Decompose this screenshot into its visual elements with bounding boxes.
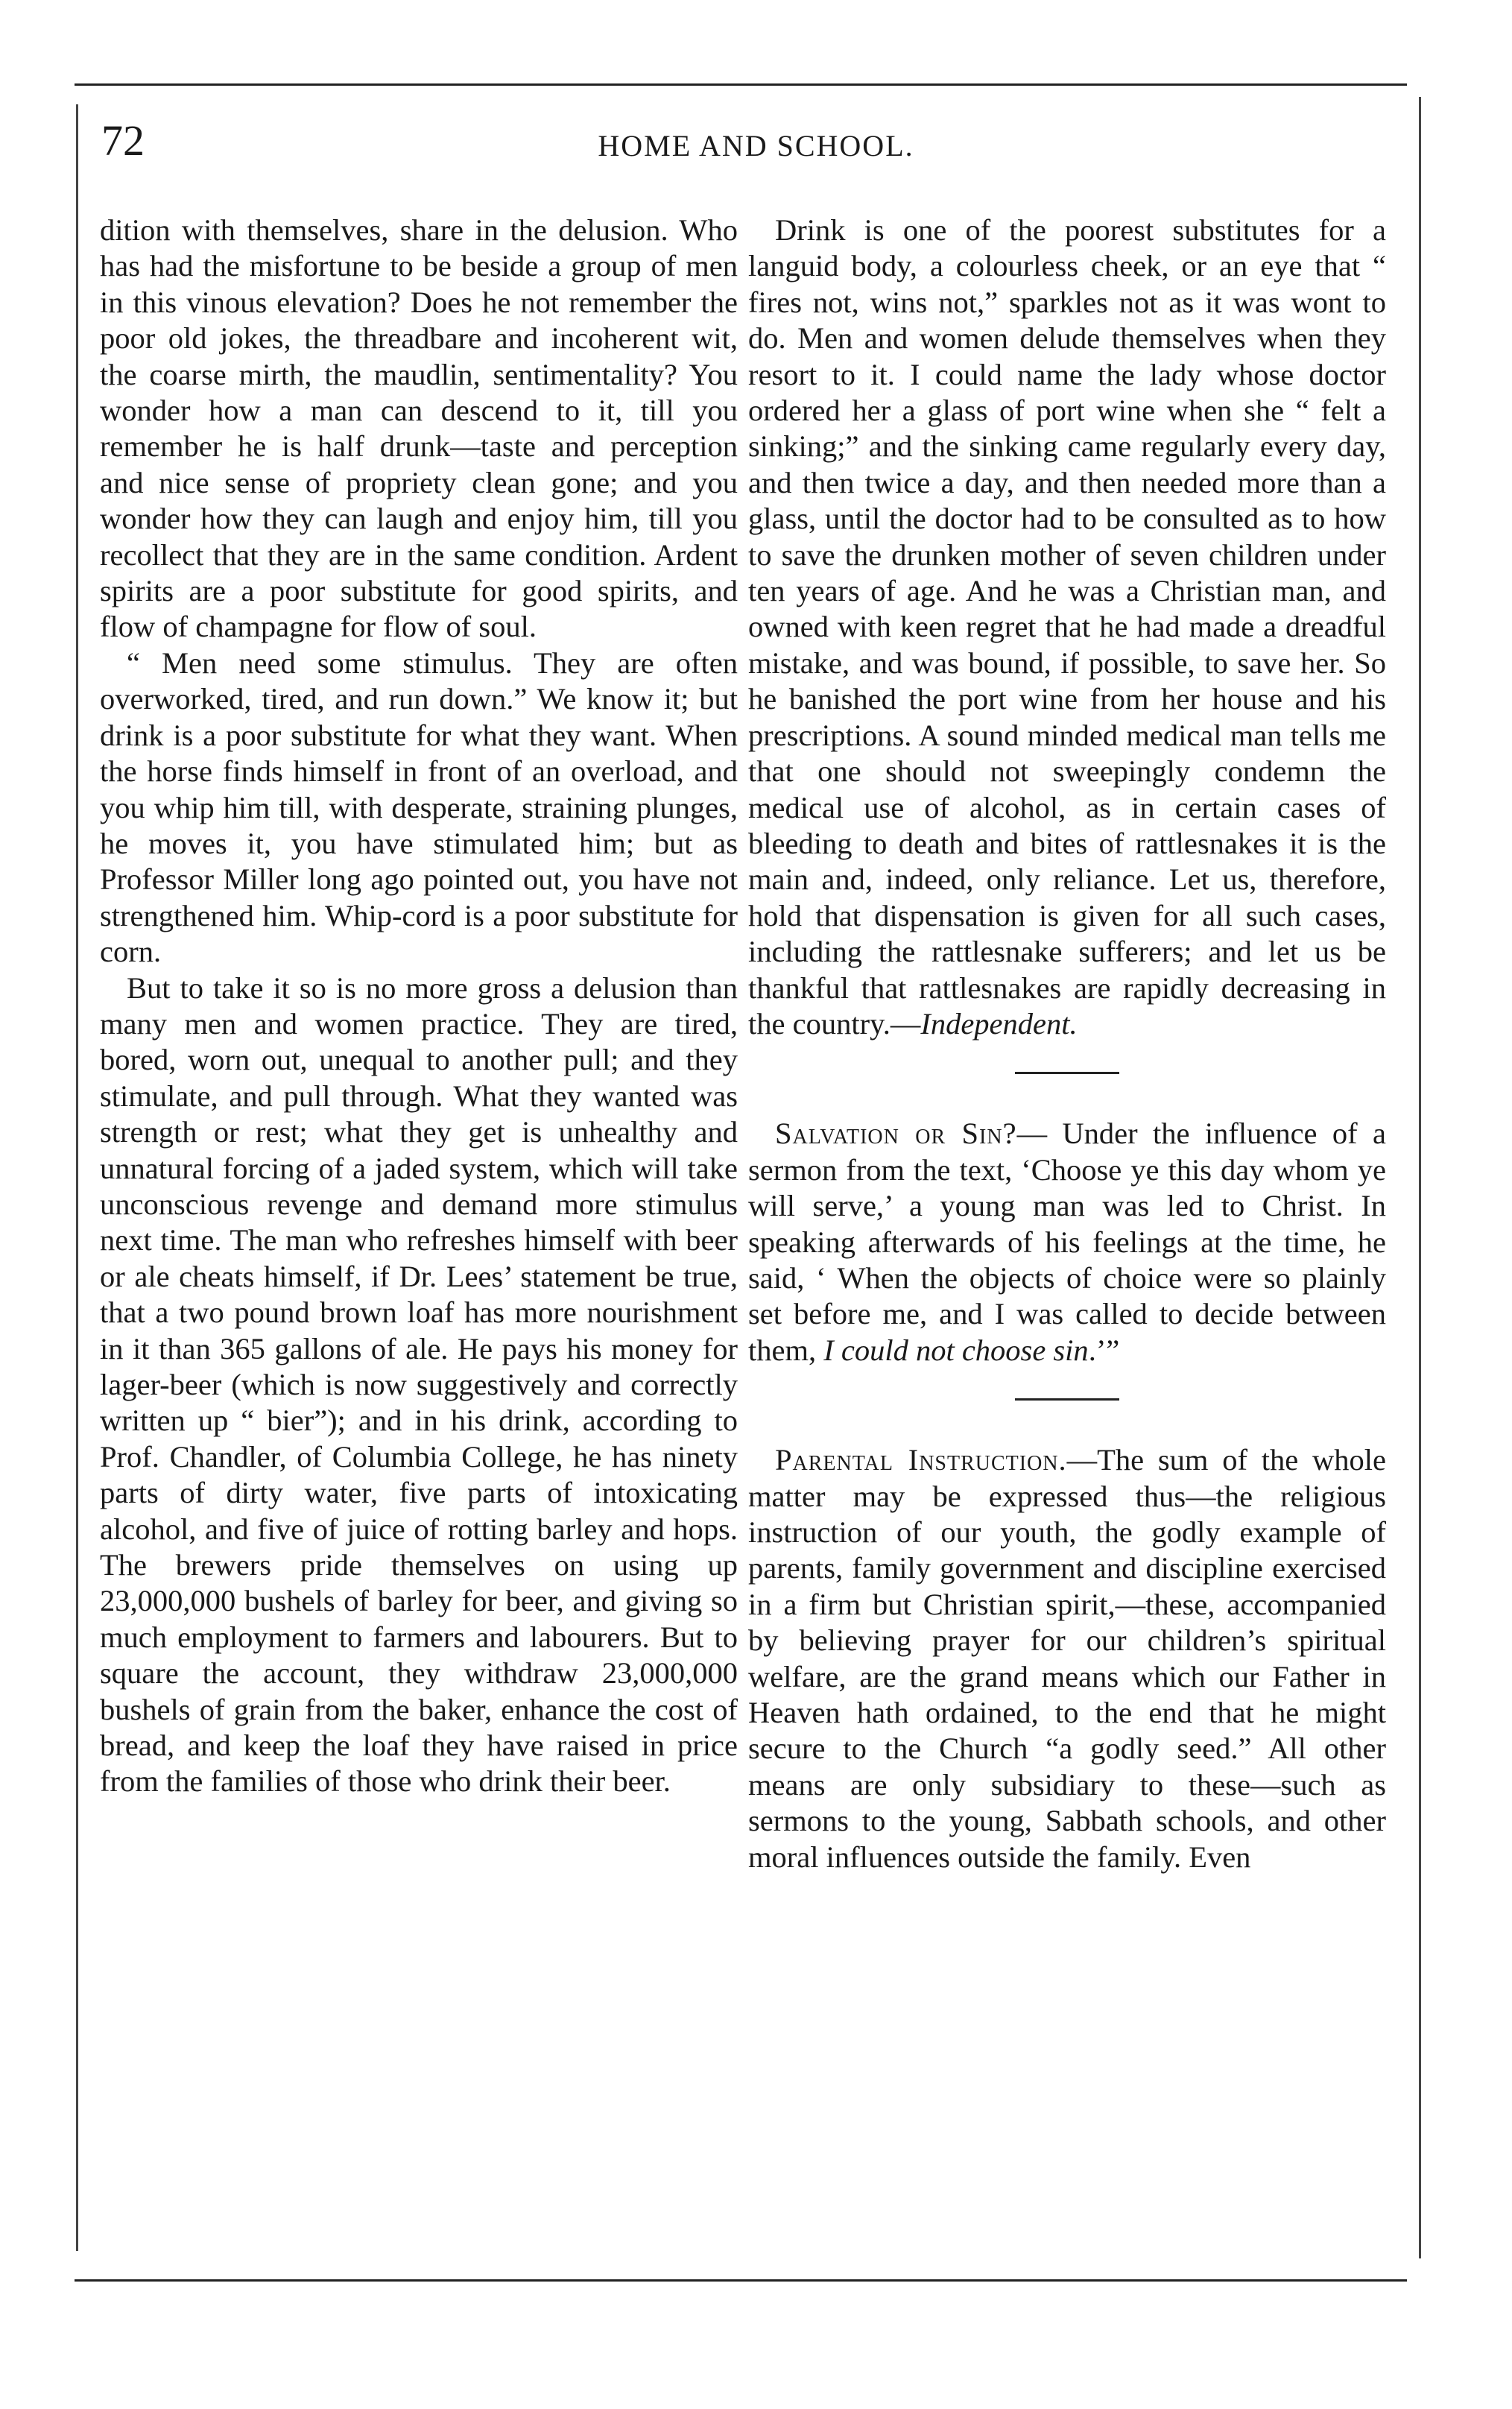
section-divider-1 — [1015, 1072, 1119, 1074]
left-paragraph-3: But to take it so is no more gross a delusion than many men and women practice. They are tired, bored, worn out, unequal to another pull; and they stimulate, and pull through. What they wanted was strength or rest; what they get is unhealthy and unnatural forcing of a jaded system, which will take unconscious revenge and demand more stimulus next time. The man who refreshes himself with beer or ale cheats himself, if Dr. Lees’ statement be true, that a two pound brown loaf has more nourishment in it than 365 gallons of ale. He pays his money for lager-beer (which is now suggestively and correctly written up “ bier”); and in his drink, according to Prof. Chandler, of Columbia College, he has ninety parts of dirty water, five parts of intoxicating alcohol, and five of juice of rotting barley and hops. The brewers pride themselves on using up 23,000,000 bushels of barley for beer, and giving so much employment to farmers and labourers. But to square the account, they withdraw 23,000,000 bushels of grain from the baker, enhance the cost of bread, and keep the loaf they have raised in price from the families of those who drink their beer. — [100, 970, 738, 1799]
top-border-rule — [75, 83, 1407, 86]
left-paragraph-1: dition with themselves, share in the delusion. Who has had the misfortune to be beside a group of men in this vinous elevation? Does he not remember the poor old jokes, the threadbare and incoherent wit, the coarse mirth, the maudlin, sentimentality? You wonder how a man can descend to it, till you remember he is half drunk—taste and perception and nice sense of propriety clean gone; and you wonder how they can laugh and enjoy him, till you recollect that they are in the same condition. Ardent spirits are a poor substitute for good spirits, and flow of champagne for flow of soul. — [100, 213, 738, 644]
running-head: HOME AND SCHOOL. — [598, 129, 914, 162]
section-heading-parental: Parental Instruction. — [775, 1443, 1067, 1477]
left-border-rule — [76, 104, 78, 2251]
left-paragraph-2: “ Men need some stimulus. They are often overworked, tired, and run down.” We know it; but drink is a poor substitute for what they want. When the horse finds himself in front of an overload, and you whip him till, with desperate, straining plunges, he moves it, you have stimulated him; but as Professor Miller long ago pointed out, you have not strengthened him. Whip-cord is a poor substitute for corn. — [100, 645, 738, 969]
section-parental-text: —The sum of the whole matter may be expressed thus—the religious instruction of our youth, the godly example of parents, family government and discipline exercised in a firm but Christian spirit,—these, accompanied by believing prayer for our children’s spiritual welfare, are the grand means which our Father in Heaven hath ordained, to the end that he might secure to the Church “a godly seed.” All other means are only subsidiary to these—such as sermons to the young, Sabbath schools, and other moral influences outside the family. Even — [748, 1443, 1386, 1874]
page-number: 72 — [101, 116, 145, 165]
section-salvation-end: .’” — [1088, 1333, 1120, 1367]
section-divider-2 — [1015, 1398, 1119, 1401]
section-salvation-quote: I could not choose sin — [823, 1333, 1089, 1367]
right-column — [748, 212, 1386, 1875]
source-attribution: Independent. — [920, 1006, 1078, 1041]
right-paragraph-1 — [748, 212, 1386, 1042]
section-salvation-text: — Under the influence of a sermon from the text, ‘Choose ye this day whom ye will serve,’ a young man was led to Christ. In speaking afterwards of his feelings at the time, he said, ‘ When the objects of choice were so plainly set before me, and I was called to decide between them, — [748, 1117, 1386, 1367]
bottom-border-rule — [75, 2279, 1407, 2282]
section-heading-salvation: Salvation or Sin? — [775, 1117, 1017, 1151]
right-paragraph-1-text: Drink is one of the poorest substitutes for a languid body, a colourless cheek, or an eye that “ fires not, wins not,” sparkles not as it was wont to do. Men and women delude themselves when they resort to it. I could name the lady whose doctor ordered her a glass of port wine when she “ felt a sinking;” and the sinking came regularly every day, and then twice a day, and then needed more than a glass, until the doctor had to be consulted as to how to save the drunken mother of seven children under ten years of age. And he was a Christian man, and owned with keen regret that he had made a dreadful mistake, and was bound, if possible, to save her. So he banished the port wine from her house and his prescriptions. A sound minded medical man tells me that one should not sweepingly condemn the medical use of alcohol, as in certain cases of bleeding to death and bites of rattlesnakes it is the main and, indeed, only reliance. Let us, therefore, hold that dispensation is given for all such cases, including the rattlesnake sufferers; and let us be thankful that rattlesnakes are rapidly decreasing in the country.— — [748, 213, 1386, 1041]
right-border-rule — [1419, 97, 1421, 2258]
section-salvation-or-sin — [748, 1116, 1386, 1368]
section-parental-instruction — [748, 1442, 1386, 1875]
left-column — [100, 212, 738, 1800]
